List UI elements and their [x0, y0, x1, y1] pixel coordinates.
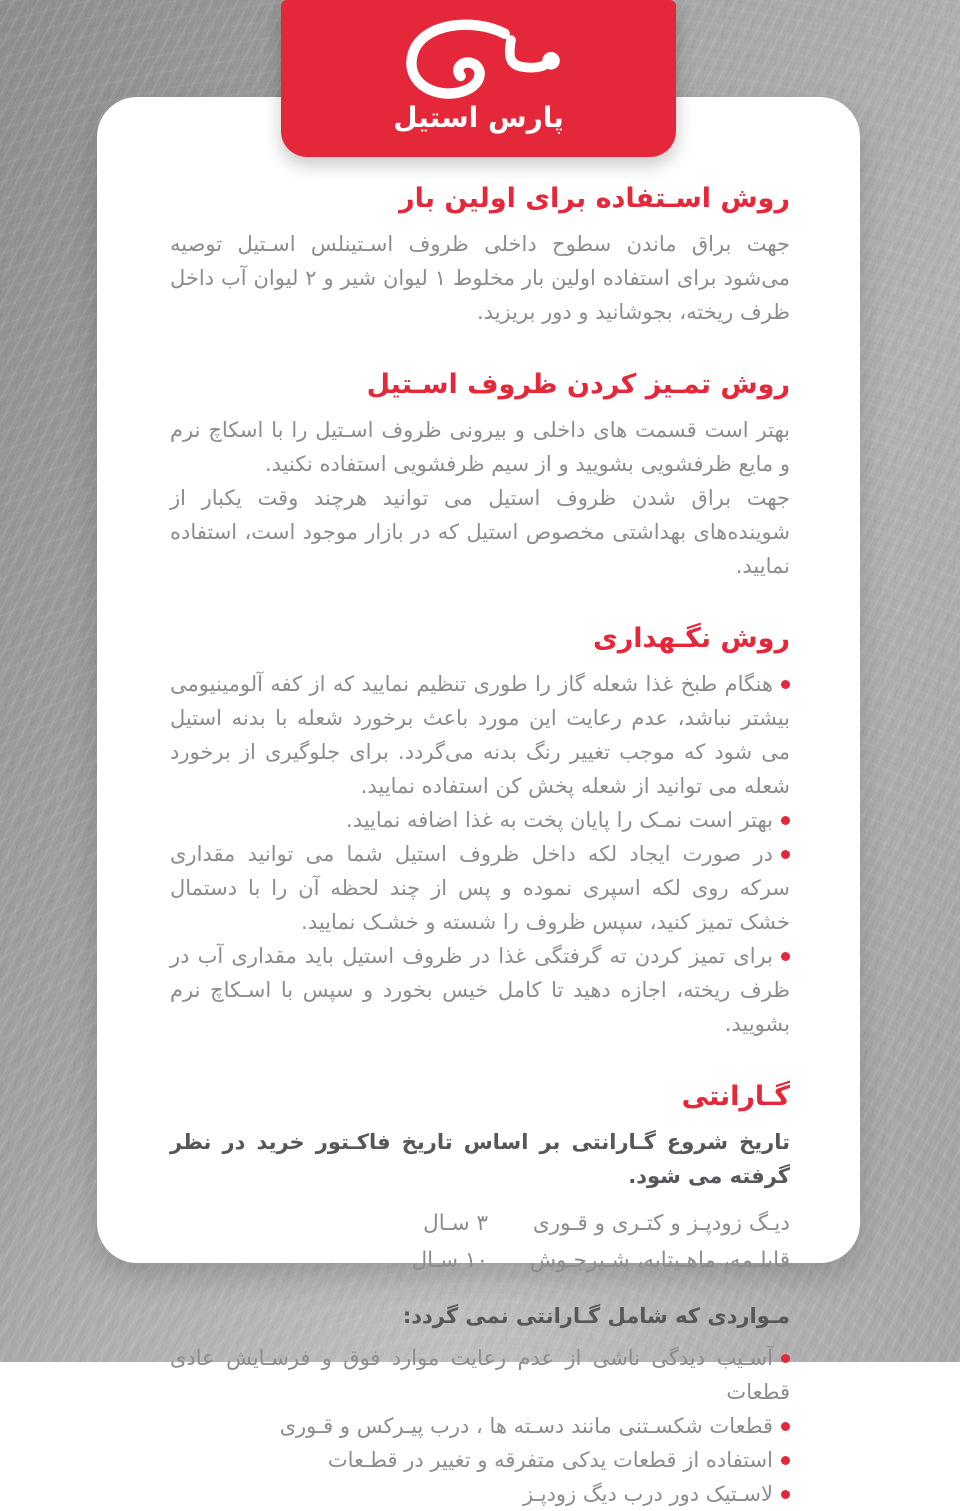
warranty-duration: ۳ سـال — [423, 1211, 488, 1236]
bullet-dot-icon — [781, 1422, 790, 1431]
bullet-item — [170, 1341, 790, 1409]
section-warranty-title: گـارانتی — [681, 1081, 790, 1112]
bullet-dot-icon — [781, 816, 790, 825]
bullet-dot-icon — [781, 952, 790, 961]
bullet-dot-icon — [781, 1354, 790, 1363]
bullet-item — [170, 803, 790, 837]
bullet-text: هنگام طبخ غذا شعله گاز را طوری تنظیم نمایید که از کفه آلومینیومی بیشتر نباشد، عدم رعایت این مورد باعث برخورد شعله با بدنه استیل می شود که موجب تغییر رنگ بدنه می‌گردد. برای جلوگیری از برخورد شعله می توانید از شعله پخش کن استفاده نمایید. — [170, 672, 790, 798]
section-first-use — [170, 181, 790, 329]
section-maintenance-title: روش نگـهداری — [592, 623, 790, 654]
bullet-item — [170, 1409, 790, 1443]
saucepan-icon — [391, 16, 567, 100]
bullet-dot-icon — [781, 850, 790, 859]
bullet-item — [170, 939, 790, 1041]
paragraph: جهت براق شدن ظروف استیل می توانید هرچند وقت یکبار از شوینده‌های بهداشتی مخصوص استیل که در بازار موجود است، استفاده نمایید. — [170, 486, 790, 578]
section-maintenance — [170, 621, 790, 1041]
brand-wordmark: پارس استیل — [393, 101, 564, 134]
bullet-text: برای تمیز کردن ته گرفتگی غذا در ظروف استیل باید مقداری آب در ظرف ریخته، اجازه دهید تا کامل خیس بخورد و سپس با اسـکاچ نرم بشویید. — [170, 944, 790, 1036]
warranty-exclusions-title: مـواردی که شامل گـارانتی نمی گردد: — [402, 1304, 790, 1328]
instruction-card — [97, 97, 860, 1506]
section-warranty — [170, 1079, 790, 1511]
bullet-item — [170, 837, 790, 939]
bullet-text: قطعات شکسـتنی مانند دسـته ها ، درب پیـرکس و قـوری — [279, 1414, 773, 1438]
bullet-text: استفاده از قطعات یدکی متفرقه و تغییر در قطـعات — [327, 1448, 773, 1472]
bullet-text: لاسـتیک دور درب دیگ زودپـز — [522, 1482, 773, 1506]
warranty-row — [170, 1242, 790, 1279]
bullet-dot-icon — [781, 1456, 790, 1465]
warranty-row — [170, 1205, 790, 1242]
bullet-item — [170, 667, 790, 803]
section-cleaning — [170, 367, 790, 583]
bullet-dot-icon — [781, 1490, 790, 1499]
warranty-item: دیـگ زودپـز و کتـری و قـوری — [532, 1211, 790, 1236]
section-first-use-title: روش اسـتفاده برای اولین بار — [399, 183, 790, 214]
paragraph: بهتر است قسمت های داخلی و بیرونی ظروف اسـتیل را با اسکاچ نرم و مایع ظرفشویی بشویید و از سیم ظرفشویی استفاده نکنید. — [170, 418, 790, 476]
bullet-item — [170, 1443, 790, 1477]
warranty-item: قابلـمه، ماهـیتابه، شـیرجـوش — [529, 1248, 790, 1273]
paragraph: جهت براق ماندن سطوح داخلی ظروف اسـتینلس اسـتیل توصیه می‌شود برای استفاده اولین بار مخلوط ۱ لیوان شیر و ۲ لیوان آب داخل ظرف ریخته، بجوشانید و دور بریزید. — [170, 232, 790, 324]
warranty-intro: تاریخ شروع گـارانتی بر اساس تاریخ فاکـتور خرید در نظر گرفته می شود. — [170, 1130, 790, 1188]
warranty-table — [170, 1205, 790, 1279]
section-cleaning-title: روش تمـیز کردن ظروف اسـتیل — [366, 369, 790, 400]
bullet-item — [170, 1477, 790, 1511]
warranty-duration: ۱۰ سـال — [411, 1248, 488, 1273]
bullet-text: در صورت ایجاد لکه داخل ظروف استیل شما می توانید مقداری سرکه روی لکه اسپری نموده و پس از چند لحظه آن را با دستمال خشک تمیز کنید، سپس ظروف را شسته و خشـک نمایید. — [170, 842, 790, 934]
bullet-text: بهتر است نمـک را پایان پخت به غذا اضافه نمایید. — [346, 808, 773, 832]
bullet-dot-icon — [781, 680, 790, 689]
brand-badge — [281, 0, 676, 157]
bullet-text: آسـیب دیدگی ناشی از عدم رعایت موارد فوق و فرسـایش عادی قطعات — [170, 1346, 790, 1404]
